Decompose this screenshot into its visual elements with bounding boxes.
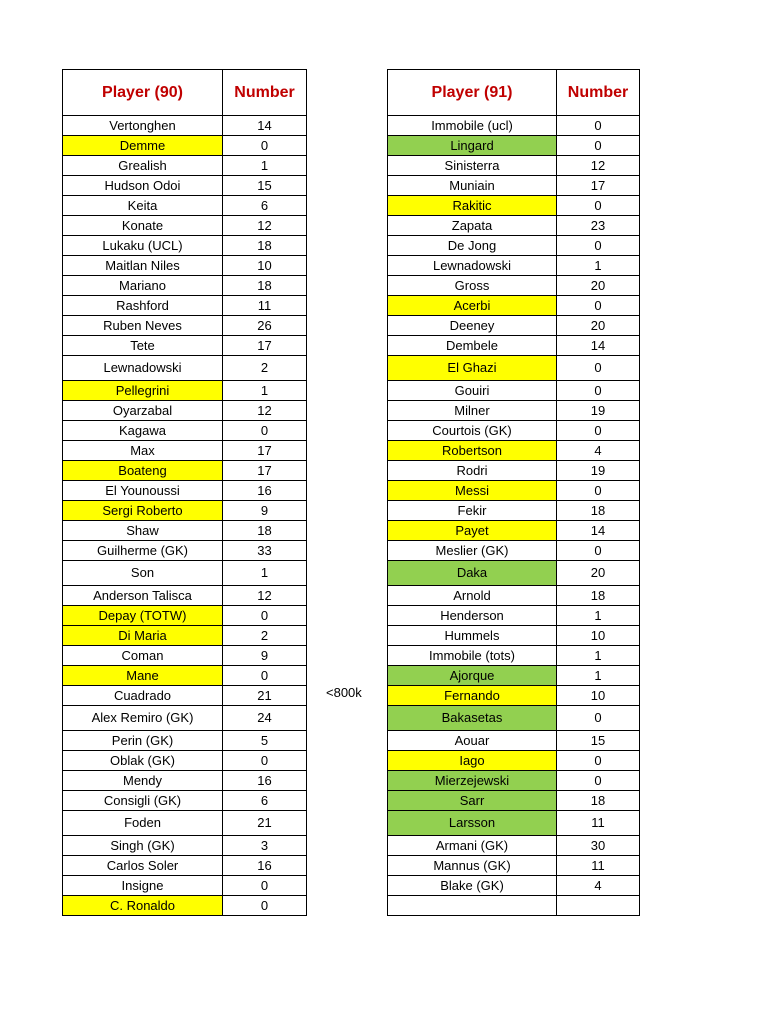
player-name-cell: Sarr [388, 791, 557, 811]
table-header-row [388, 70, 640, 116]
player-name-cell [388, 896, 557, 916]
player-number-cell: 2 [223, 626, 307, 646]
player-number-cell: 6 [223, 791, 307, 811]
player-number-cell: 18 [223, 521, 307, 541]
player-name-cell: Acerbi [388, 296, 557, 316]
player-number-cell: 1 [557, 666, 640, 686]
player-name-cell: Courtois (GK) [388, 421, 557, 441]
table-row [63, 176, 307, 196]
player-name-cell: El Ghazi [388, 356, 557, 381]
player-number-cell: 26 [223, 316, 307, 336]
player-name-cell: Mane [63, 666, 223, 686]
player-number-cell: 0 [557, 356, 640, 381]
player-number-cell: 0 [223, 876, 307, 896]
header-number: Number [223, 70, 307, 116]
table-row [63, 136, 307, 156]
table-row [63, 811, 307, 836]
player-number-cell: 17 [557, 176, 640, 196]
table-row [388, 896, 640, 916]
header-player: Player (91) [388, 70, 557, 116]
player-name-cell: Rashford [63, 296, 223, 316]
table-row [63, 296, 307, 316]
table-row [388, 276, 640, 296]
player-name-cell: Carlos Soler [63, 856, 223, 876]
table-row [388, 356, 640, 381]
player-name-cell: Coman [63, 646, 223, 666]
player-name-cell: Lingard [388, 136, 557, 156]
player-number-cell: 0 [557, 771, 640, 791]
player-name-cell: Messi [388, 481, 557, 501]
player-name-cell: Son [63, 561, 223, 586]
side-note: <800k [326, 685, 362, 700]
table-row [388, 176, 640, 196]
player-number-cell: 1 [223, 561, 307, 586]
player-name-cell: Perin (GK) [63, 731, 223, 751]
player-number-cell: 4 [557, 876, 640, 896]
table-row [63, 896, 307, 916]
player-name-cell: Demme [63, 136, 223, 156]
table-row [388, 751, 640, 771]
header-number: Number [557, 70, 640, 116]
player-name-cell: C. Ronaldo [63, 896, 223, 916]
player-name-cell: Grealish [63, 156, 223, 176]
table-row [388, 136, 640, 156]
table-row [388, 541, 640, 561]
table-row [388, 731, 640, 751]
player-name-cell: Oblak (GK) [63, 751, 223, 771]
table-row [388, 856, 640, 876]
table-row [63, 356, 307, 381]
player-name-cell: Lewnadowski [63, 356, 223, 381]
table-row [388, 501, 640, 521]
table-row [388, 156, 640, 176]
player-number-cell: 6 [223, 196, 307, 216]
player-name-cell: Ruben Neves [63, 316, 223, 336]
player-number-cell: 11 [223, 296, 307, 316]
player-number-cell: 30 [557, 836, 640, 856]
player-number-cell: 0 [557, 706, 640, 731]
player-number-cell: 0 [557, 421, 640, 441]
player-number-cell: 14 [223, 116, 307, 136]
player-number-cell: 33 [223, 541, 307, 561]
player-number-cell: 12 [223, 401, 307, 421]
player-name-cell: Mendy [63, 771, 223, 791]
player-name-cell: Anderson Talisca [63, 586, 223, 606]
player-name-cell: Armani (GK) [388, 836, 557, 856]
player-name-cell: Kagawa [63, 421, 223, 441]
table-row [388, 256, 640, 276]
table-row [63, 116, 307, 136]
player-number-cell: 20 [557, 561, 640, 586]
player-name-cell: El Younoussi [63, 481, 223, 501]
player-name-cell: Konate [63, 216, 223, 236]
player-number-cell: 5 [223, 731, 307, 751]
table-row [63, 196, 307, 216]
table-row [63, 751, 307, 771]
player-name-cell: Rakitic [388, 196, 557, 216]
player-number-cell: 2 [223, 356, 307, 381]
player-number-cell: 15 [557, 731, 640, 751]
player-number-cell: 0 [557, 136, 640, 156]
table-row [63, 626, 307, 646]
table-row [63, 381, 307, 401]
table-row [63, 421, 307, 441]
player-name-cell: Consigli (GK) [63, 791, 223, 811]
player-name-cell: Singh (GK) [63, 836, 223, 856]
table-row [388, 421, 640, 441]
player-name-cell: Muniain [388, 176, 557, 196]
player-number-cell: 0 [557, 751, 640, 771]
player-name-cell: Ajorque [388, 666, 557, 686]
table-row [63, 401, 307, 421]
table-row [63, 586, 307, 606]
table-row [388, 791, 640, 811]
player-number-cell: 11 [557, 856, 640, 876]
player-name-cell: Insigne [63, 876, 223, 896]
player-number-cell: 16 [223, 481, 307, 501]
player-number-cell: 0 [223, 751, 307, 771]
table-row [388, 666, 640, 686]
table-row [63, 686, 307, 706]
table-row [388, 196, 640, 216]
player-number-cell: 12 [557, 156, 640, 176]
table-row [63, 316, 307, 336]
player-number-cell: 17 [223, 461, 307, 481]
player-name-cell: Boateng [63, 461, 223, 481]
table-row [388, 296, 640, 316]
player-90-table [62, 69, 307, 916]
player-name-cell: Alex Remiro (GK) [63, 706, 223, 731]
player-number-cell: 1 [223, 156, 307, 176]
player-name-cell: De Jong [388, 236, 557, 256]
table-row [388, 836, 640, 856]
table-row [63, 791, 307, 811]
table-row [63, 646, 307, 666]
player-name-cell: Cuadrado [63, 686, 223, 706]
table-row [63, 156, 307, 176]
player-name-cell: Lukaku (UCL) [63, 236, 223, 256]
table-row [63, 461, 307, 481]
player-number-cell: 18 [223, 236, 307, 256]
player-91-table [387, 69, 640, 916]
table-row [388, 586, 640, 606]
player-name-cell: Daka [388, 561, 557, 586]
player-number-cell: 0 [223, 606, 307, 626]
header-player: Player (90) [63, 70, 223, 116]
player-name-cell: Robertson [388, 441, 557, 461]
player-name-cell: Hummels [388, 626, 557, 646]
table-row [63, 876, 307, 896]
player-number-cell: 0 [557, 196, 640, 216]
player-name-cell: Fernando [388, 686, 557, 706]
player-name-cell: Pellegrini [63, 381, 223, 401]
player-number-cell: 16 [223, 856, 307, 876]
table-row [63, 336, 307, 356]
table-row [388, 401, 640, 421]
player-number-cell: 1 [557, 256, 640, 276]
table-row [388, 706, 640, 731]
player-number-cell: 9 [223, 646, 307, 666]
player-number-cell: 3 [223, 836, 307, 856]
player-name-cell: Blake (GK) [388, 876, 557, 896]
player-number-cell: 20 [557, 316, 640, 336]
player-number-cell: 0 [557, 541, 640, 561]
player-name-cell: Mannus (GK) [388, 856, 557, 876]
table-row [388, 316, 640, 336]
player-number-cell: 0 [223, 896, 307, 916]
player-number-cell: 14 [557, 521, 640, 541]
player-name-cell: Shaw [63, 521, 223, 541]
player-number-cell: 0 [223, 136, 307, 156]
player-name-cell: Tete [63, 336, 223, 356]
player-number-cell: 18 [557, 586, 640, 606]
player-number-cell: 11 [557, 811, 640, 836]
player-name-cell: Zapata [388, 216, 557, 236]
player-number-cell: 0 [557, 116, 640, 136]
player-number-cell: 14 [557, 336, 640, 356]
player-number-cell: 9 [223, 501, 307, 521]
player-name-cell: Max [63, 441, 223, 461]
table-row [63, 731, 307, 751]
player-number-cell [557, 896, 640, 916]
table-row [388, 236, 640, 256]
player-number-cell: 10 [557, 686, 640, 706]
player-name-cell: Iago [388, 751, 557, 771]
table-row [388, 461, 640, 481]
table-row [388, 626, 640, 646]
table-row [63, 236, 307, 256]
player-name-cell: Oyarzabal [63, 401, 223, 421]
player-name-cell: Meslier (GK) [388, 541, 557, 561]
player-number-cell: 19 [557, 461, 640, 481]
table-row [63, 441, 307, 461]
table-row [388, 686, 640, 706]
player-number-cell: 4 [557, 441, 640, 461]
player-number-cell: 1 [557, 606, 640, 626]
player-number-cell: 0 [223, 421, 307, 441]
player-name-cell: Immobile (ucl) [388, 116, 557, 136]
player-name-cell: Di Maria [63, 626, 223, 646]
player-number-cell: 0 [223, 666, 307, 686]
player-number-cell: 12 [223, 216, 307, 236]
player-number-cell: 17 [223, 336, 307, 356]
table-row [63, 606, 307, 626]
player-number-cell: 15 [223, 176, 307, 196]
table-row [388, 521, 640, 541]
table-row [388, 876, 640, 896]
player-number-cell: 0 [557, 236, 640, 256]
player-number-cell: 12 [223, 586, 307, 606]
player-name-cell: Bakasetas [388, 706, 557, 731]
player-name-cell: Depay (TOTW) [63, 606, 223, 626]
player-number-cell: 17 [223, 441, 307, 461]
player-number-cell: 24 [223, 706, 307, 731]
player-number-cell: 18 [557, 791, 640, 811]
player-number-cell: 0 [557, 381, 640, 401]
table-row [388, 216, 640, 236]
table-row [388, 771, 640, 791]
player-number-cell: 10 [223, 256, 307, 276]
table-row [388, 381, 640, 401]
player-name-cell: Sinisterra [388, 156, 557, 176]
player-number-cell: 21 [223, 811, 307, 836]
player-name-cell: Fekir [388, 501, 557, 521]
table-row [63, 666, 307, 686]
table-row [63, 836, 307, 856]
player-name-cell: Mierzejewski [388, 771, 557, 791]
player-number-cell: 10 [557, 626, 640, 646]
player-number-cell: 18 [557, 501, 640, 521]
table-row [63, 256, 307, 276]
player-number-cell: 21 [223, 686, 307, 706]
table-row [63, 501, 307, 521]
table-row [63, 541, 307, 561]
player-number-cell: 0 [557, 296, 640, 316]
player-name-cell: Milner [388, 401, 557, 421]
table-header-row [63, 70, 307, 116]
player-number-cell: 1 [557, 646, 640, 666]
table-row [63, 521, 307, 541]
player-number-cell: 16 [223, 771, 307, 791]
player-name-cell: Aouar [388, 731, 557, 751]
player-name-cell: Gouiri [388, 381, 557, 401]
table-row [63, 276, 307, 296]
player-number-cell: 0 [557, 481, 640, 501]
table-row [388, 561, 640, 586]
player-name-cell: Dembele [388, 336, 557, 356]
table-row [63, 856, 307, 876]
player-name-cell: Payet [388, 521, 557, 541]
player-name-cell: Henderson [388, 606, 557, 626]
player-number-cell: 23 [557, 216, 640, 236]
table-row [388, 441, 640, 461]
table-row [63, 706, 307, 731]
player-number-cell: 19 [557, 401, 640, 421]
table-row [388, 481, 640, 501]
player-name-cell: Sergi Roberto [63, 501, 223, 521]
player-name-cell: Deeney [388, 316, 557, 336]
player-name-cell: Immobile (tots) [388, 646, 557, 666]
player-name-cell: Keita [63, 196, 223, 216]
player-90-rows [63, 116, 307, 916]
player-name-cell: Lewnadowski [388, 256, 557, 276]
player-name-cell: Arnold [388, 586, 557, 606]
player-number-cell: 20 [557, 276, 640, 296]
table-row [63, 216, 307, 236]
player-number-cell: 1 [223, 381, 307, 401]
table-row [388, 116, 640, 136]
table-row [388, 606, 640, 626]
table-row [63, 481, 307, 501]
player-91-rows [388, 116, 640, 916]
player-name-cell: Hudson Odoi [63, 176, 223, 196]
player-name-cell: Rodri [388, 461, 557, 481]
player-name-cell: Vertonghen [63, 116, 223, 136]
table-row [63, 561, 307, 586]
table-row [63, 771, 307, 791]
table-row [388, 646, 640, 666]
player-name-cell: Larsson [388, 811, 557, 836]
player-number-cell: 18 [223, 276, 307, 296]
table-row [388, 811, 640, 836]
table-row [388, 336, 640, 356]
player-name-cell: Gross [388, 276, 557, 296]
player-name-cell: Guilherme (GK) [63, 541, 223, 561]
player-name-cell: Maitlan Niles [63, 256, 223, 276]
player-name-cell: Foden [63, 811, 223, 836]
player-name-cell: Mariano [63, 276, 223, 296]
